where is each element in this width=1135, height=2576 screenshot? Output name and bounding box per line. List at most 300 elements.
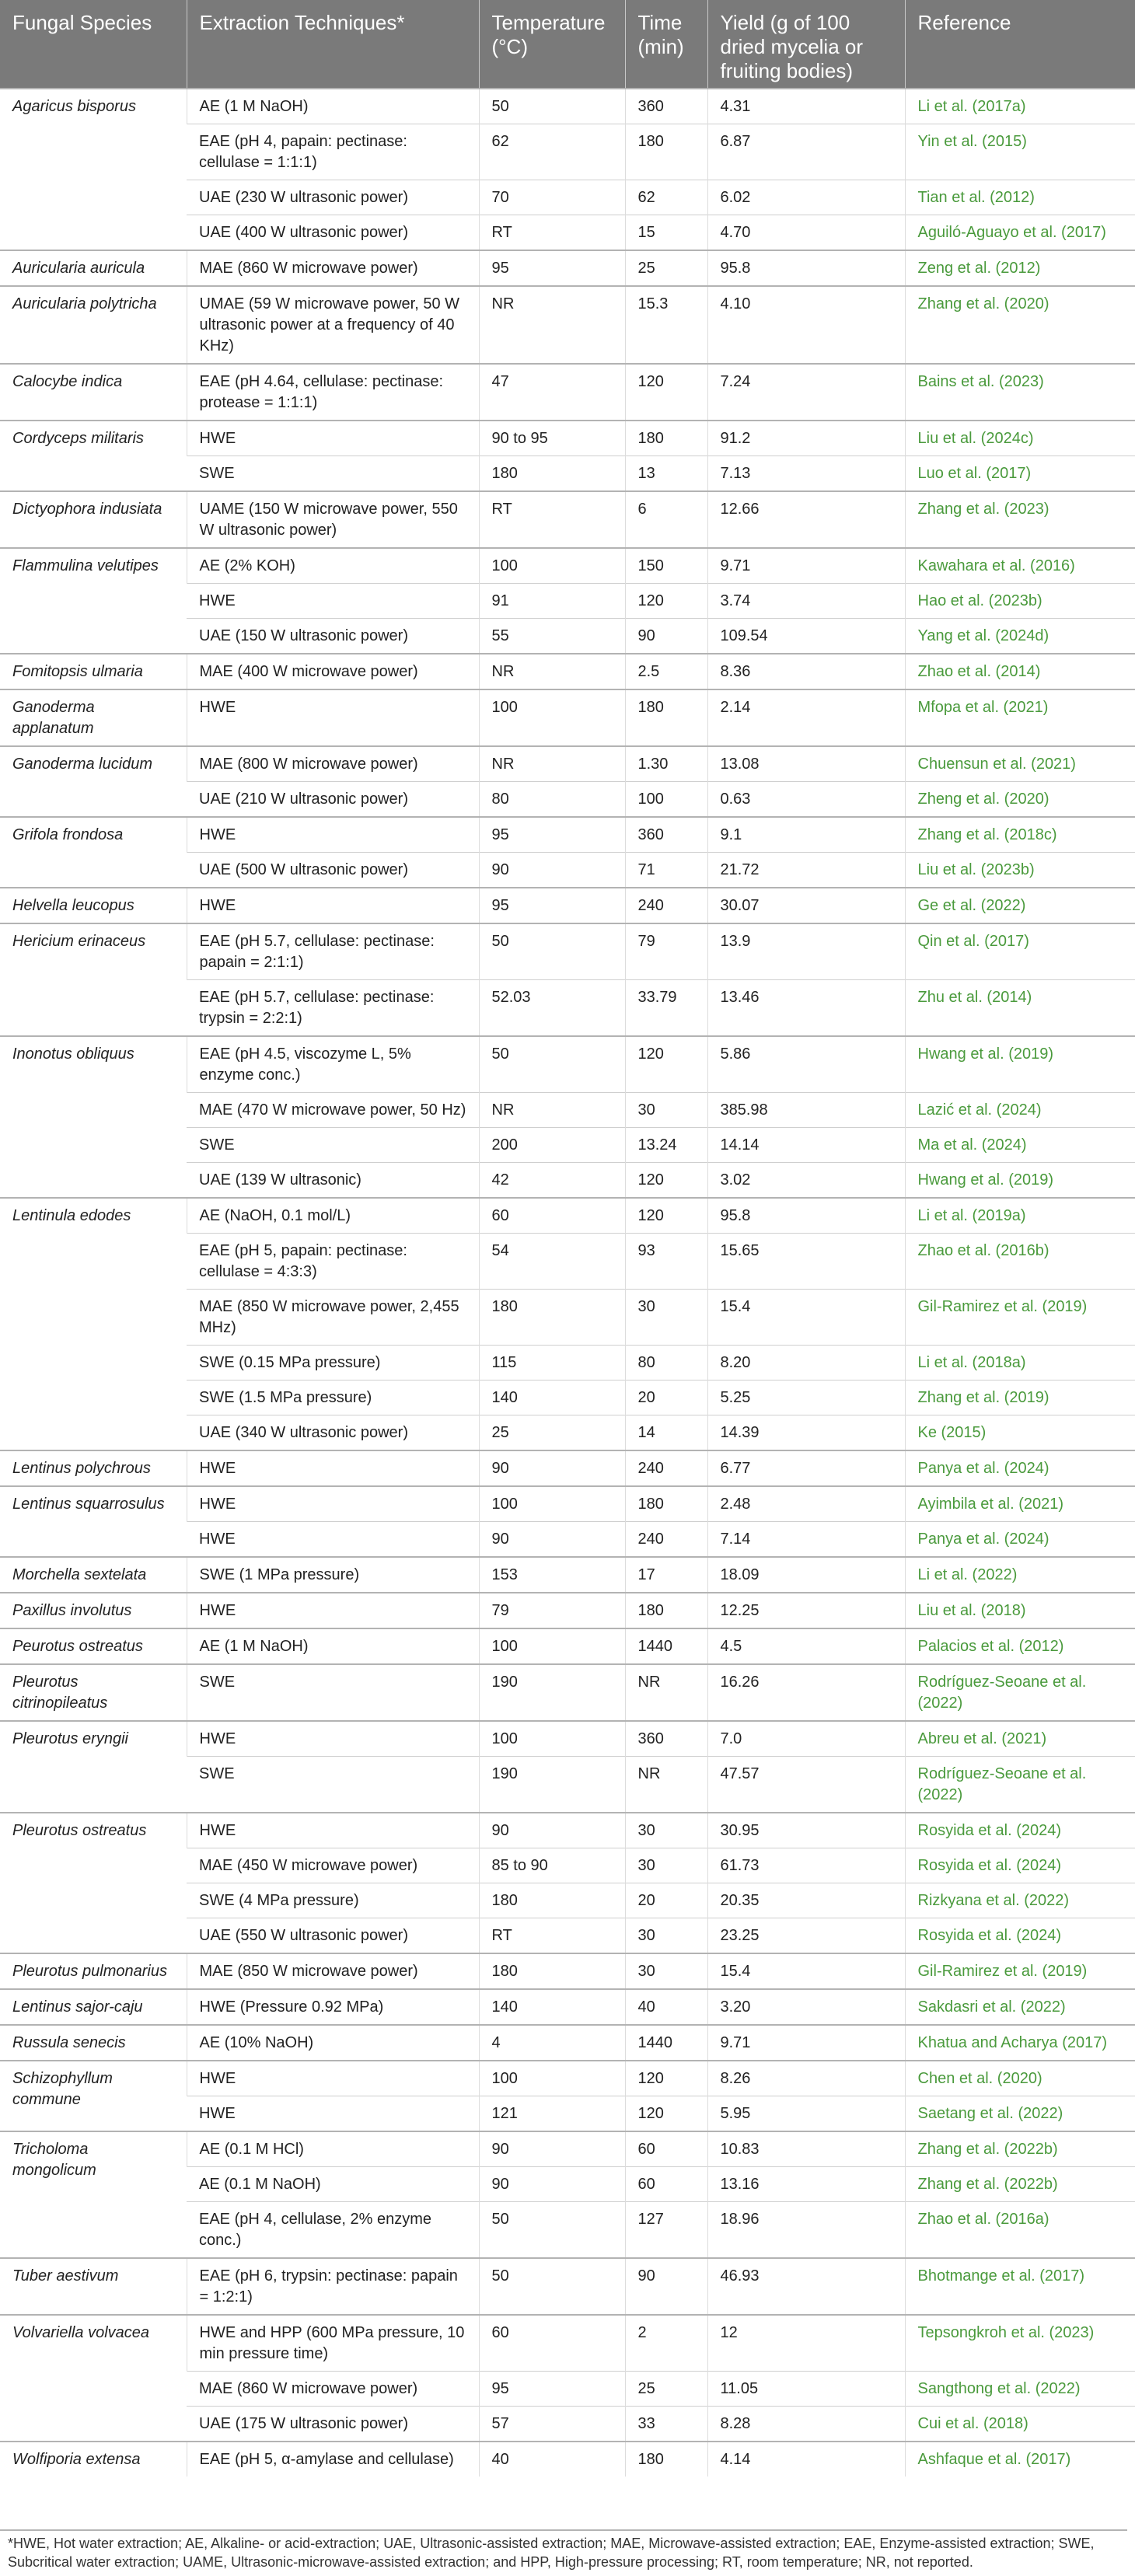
technique-cell: EAE (pH 5.7, cellulase: pectinase: papain = 2:1:1) xyxy=(187,923,479,980)
technique-cell: AE (1 M NaOH) xyxy=(187,89,479,124)
table-row xyxy=(0,2025,1135,2061)
temperature-cell: 90 xyxy=(479,2131,625,2167)
reference-link[interactable]: Bhotmange et al. (2017) xyxy=(905,2258,1135,2315)
reference-link[interactable]: Zhang et al. (2022b) xyxy=(905,2131,1135,2167)
yield-cell: 0.63 xyxy=(707,782,905,818)
reference-link[interactable]: Zhang et al. (2018c) xyxy=(905,817,1135,853)
reference-link[interactable]: Kawahara et al. (2016) xyxy=(905,548,1135,584)
time-cell: 180 xyxy=(625,689,707,746)
technique-cell: SWE (1.5 MPa pressure) xyxy=(187,1380,479,1415)
temperature-cell: 55 xyxy=(479,619,625,654)
time-cell: 120 xyxy=(625,584,707,619)
time-cell: 240 xyxy=(625,1522,707,1558)
technique-cell: HWE xyxy=(187,421,479,456)
yield-cell: 10.83 xyxy=(707,2131,905,2167)
yield-cell: 11.05 xyxy=(707,2372,905,2407)
technique-cell: EAE (pH 6, trypsin: pectinase: papain = 1:2:1) xyxy=(187,2258,479,2315)
table-row xyxy=(0,250,1135,286)
species-name: Hericium erinaceus xyxy=(0,923,187,1036)
time-cell: 40 xyxy=(625,1989,707,2025)
yield-cell: 3.20 xyxy=(707,1989,905,2025)
temperature-cell: 52.03 xyxy=(479,980,625,1037)
temperature-cell: 140 xyxy=(479,1380,625,1415)
yield-cell: 12.66 xyxy=(707,491,905,548)
reference-link[interactable]: Sakdasri et al. (2022) xyxy=(905,1989,1135,2025)
technique-cell: SWE xyxy=(187,456,479,492)
table-row xyxy=(0,548,1135,584)
technique-cell: AE (2% KOH) xyxy=(187,548,479,584)
time-cell: 15 xyxy=(625,215,707,251)
temperature-cell: 190 xyxy=(479,1664,625,1721)
reference-link[interactable]: Chen et al. (2020) xyxy=(905,2061,1135,2096)
technique-cell: UAE (150 W ultrasonic power) xyxy=(187,619,479,654)
table-row xyxy=(0,491,1135,548)
yield-cell: 30.07 xyxy=(707,888,905,923)
time-cell: 62 xyxy=(625,180,707,215)
table-row xyxy=(0,1628,1135,1664)
species-name: Inonotus obliquus xyxy=(0,1036,187,1198)
species-name: Peurotus ostreatus xyxy=(0,1628,187,1664)
header-reference: Reference xyxy=(905,0,1135,89)
temperature-cell: 80 xyxy=(479,782,625,818)
reference-link[interactable]: Zhang et al. (2020) xyxy=(905,286,1135,364)
temperature-cell: 95 xyxy=(479,2372,625,2407)
time-cell: NR xyxy=(625,1664,707,1721)
yield-cell: 21.72 xyxy=(707,853,905,888)
species-name: Paxillus involutus xyxy=(0,1593,187,1628)
reference-link[interactable]: Zhao et al. (2014) xyxy=(905,654,1135,689)
technique-cell: HWE xyxy=(187,817,479,853)
time-cell: 33 xyxy=(625,2407,707,2442)
temperature-cell: 95 xyxy=(479,817,625,853)
time-cell: 79 xyxy=(625,923,707,980)
yield-cell: 7.14 xyxy=(707,1522,905,1558)
table-row xyxy=(0,888,1135,923)
reference-link[interactable]: Li et al. (2019a) xyxy=(905,1198,1135,1234)
species-name: Ganoderma applanatum xyxy=(0,689,187,746)
yield-cell: 9.1 xyxy=(707,817,905,853)
temperature-cell: 50 xyxy=(479,923,625,980)
species-name: Helvella leucopus xyxy=(0,888,187,923)
table-row xyxy=(0,1989,1135,2025)
temperature-cell: 57 xyxy=(479,2407,625,2442)
technique-cell: AE (0.1 M HCl) xyxy=(187,2131,479,2167)
species-name: Schizophyllum commune xyxy=(0,2061,187,2131)
temperature-cell: 85 to 90 xyxy=(479,1848,625,1883)
technique-cell: EAE (pH 4.5, viscozyme L, 5% enzyme conc.) xyxy=(187,1036,479,1093)
temperature-cell: 100 xyxy=(479,1628,625,1664)
temperature-cell: 50 xyxy=(479,2202,625,2259)
temperature-cell: 153 xyxy=(479,1557,625,1593)
species-name: Flammulina velutipes xyxy=(0,548,187,654)
reference-link[interactable]: Panya et al. (2024) xyxy=(905,1450,1135,1486)
yield-cell: 9.71 xyxy=(707,548,905,584)
temperature-cell: 4 xyxy=(479,2025,625,2061)
reference-link[interactable]: Ayimbila et al. (2021) xyxy=(905,1486,1135,1522)
temperature-cell: NR xyxy=(479,1093,625,1128)
technique-cell: HWE xyxy=(187,689,479,746)
temperature-cell: 60 xyxy=(479,2315,625,2372)
time-cell: 2 xyxy=(625,2315,707,2372)
species-name: Tuber aestivum xyxy=(0,2258,187,2315)
reference-link[interactable]: Zheng et al. (2020) xyxy=(905,782,1135,818)
reference-link[interactable]: Tepsongkroh et al. (2023) xyxy=(905,2315,1135,2372)
header-time: Time (min) xyxy=(625,0,707,89)
yield-cell: 18.09 xyxy=(707,1557,905,1593)
technique-cell: HWE xyxy=(187,1593,479,1628)
time-cell: 120 xyxy=(625,2096,707,2132)
yield-cell: 4.70 xyxy=(707,215,905,251)
reference-link[interactable]: Zhang et al. (2023) xyxy=(905,491,1135,548)
time-cell: 30 xyxy=(625,1848,707,1883)
reference-link[interactable]: Rosyida et al. (2024) xyxy=(905,1848,1135,1883)
temperature-cell: 90 xyxy=(479,1450,625,1486)
table-row xyxy=(0,1198,1135,1234)
time-cell: 180 xyxy=(625,1486,707,1522)
yield-cell: 8.26 xyxy=(707,2061,905,2096)
yield-cell: 7.0 xyxy=(707,1721,905,1757)
species-name: Tricholoma mongolicum xyxy=(0,2131,187,2258)
reference-link[interactable]: Gil-Ramirez et al. (2019) xyxy=(905,1290,1135,1346)
reference-link[interactable]: Gil-Ramirez et al. (2019) xyxy=(905,1953,1135,1989)
time-cell: 120 xyxy=(625,2061,707,2096)
table-row xyxy=(0,2258,1135,2315)
temperature-cell: NR xyxy=(479,746,625,782)
table-row xyxy=(0,2315,1135,2372)
technique-cell: EAE (pH 5, α-amylase and cellulase) xyxy=(187,2442,479,2477)
time-cell: 120 xyxy=(625,1198,707,1234)
yield-cell: 8.20 xyxy=(707,1346,905,1380)
reference-link[interactable]: Li et al. (2022) xyxy=(905,1557,1135,1593)
temperature-cell: 190 xyxy=(479,1757,625,1813)
reference-link[interactable]: Yin et al. (2015) xyxy=(905,124,1135,180)
temperature-cell: 100 xyxy=(479,548,625,584)
time-cell: 13.24 xyxy=(625,1128,707,1163)
temperature-cell: 115 xyxy=(479,1346,625,1380)
temperature-cell: 47 xyxy=(479,364,625,421)
technique-cell: HWE xyxy=(187,888,479,923)
yield-cell: 5.95 xyxy=(707,2096,905,2132)
yield-cell: 16.26 xyxy=(707,1664,905,1721)
yield-cell: 7.24 xyxy=(707,364,905,421)
yield-cell: 385.98 xyxy=(707,1093,905,1128)
yield-cell: 61.73 xyxy=(707,1848,905,1883)
temperature-cell: 100 xyxy=(479,1721,625,1757)
table-row xyxy=(0,89,1135,124)
yield-cell: 8.28 xyxy=(707,2407,905,2442)
temperature-cell: 90 xyxy=(479,1813,625,1848)
yield-cell: 95.8 xyxy=(707,1198,905,1234)
header-fungal-species: Fungal Species xyxy=(0,0,187,89)
time-cell: 33.79 xyxy=(625,980,707,1037)
yield-cell: 2.48 xyxy=(707,1486,905,1522)
table-body xyxy=(0,89,1135,2477)
yield-cell: 4.14 xyxy=(707,2442,905,2477)
temperature-cell: 90 xyxy=(479,2167,625,2202)
technique-cell: AE (NaOH, 0.1 mol/L) xyxy=(187,1198,479,1234)
reference-link[interactable]: Abreu et al. (2021) xyxy=(905,1721,1135,1757)
reference-link[interactable]: Rosyida et al. (2024) xyxy=(905,1918,1135,1954)
table-row xyxy=(0,1450,1135,1486)
technique-cell: UAE (175 W ultrasonic power) xyxy=(187,2407,479,2442)
species-name: Pleurotus citrinopileatus xyxy=(0,1664,187,1721)
temperature-cell: RT xyxy=(479,215,625,251)
yield-cell: 18.96 xyxy=(707,2202,905,2259)
table-row xyxy=(0,923,1135,980)
species-name: Lentinus sajor-caju xyxy=(0,1989,187,2025)
reference-link[interactable]: Zhao et al. (2016a) xyxy=(905,2202,1135,2259)
table-row xyxy=(0,286,1135,364)
technique-cell: HWE (Pressure 0.92 MPa) xyxy=(187,1989,479,2025)
temperature-cell: 95 xyxy=(479,888,625,923)
time-cell: 14 xyxy=(625,1415,707,1451)
reference-link[interactable]: Panya et al. (2024) xyxy=(905,1522,1135,1558)
reference-link[interactable]: Ashfaque et al. (2017) xyxy=(905,2442,1135,2477)
species-name: Dictyophora indusiata xyxy=(0,491,187,548)
time-cell: 25 xyxy=(625,250,707,286)
technique-cell: EAE (pH 5.7, cellulase: pectinase: trypsin = 2:2:1) xyxy=(187,980,479,1037)
temperature-cell: 90 to 95 xyxy=(479,421,625,456)
technique-cell: UAE (139 W ultrasonic) xyxy=(187,1163,479,1199)
time-cell: 127 xyxy=(625,2202,707,2259)
header-yield: Yield (g of 100 dried mycelia or fruiting bodies) xyxy=(707,0,905,89)
table-row xyxy=(0,1486,1135,1522)
time-cell: 60 xyxy=(625,2131,707,2167)
time-cell: 360 xyxy=(625,1721,707,1757)
reference-link[interactable]: Rizkyana et al. (2022) xyxy=(905,1883,1135,1918)
reference-link[interactable]: Liu et al. (2023b) xyxy=(905,853,1135,888)
reference-link[interactable]: Zeng et al. (2012) xyxy=(905,250,1135,286)
table-row xyxy=(0,1593,1135,1628)
technique-cell: MAE (860 W microwave power) xyxy=(187,2372,479,2407)
yield-cell: 91.2 xyxy=(707,421,905,456)
yield-cell: 14.14 xyxy=(707,1128,905,1163)
species-name: Calocybe indica xyxy=(0,364,187,421)
temperature-cell: 200 xyxy=(479,1128,625,1163)
time-cell: 120 xyxy=(625,364,707,421)
yield-cell: 13.46 xyxy=(707,980,905,1037)
reference-link[interactable]: Ge et al. (2022) xyxy=(905,888,1135,923)
time-cell: 20 xyxy=(625,1883,707,1918)
time-cell: 20 xyxy=(625,1380,707,1415)
table-row xyxy=(0,1664,1135,1721)
temperature-cell: 100 xyxy=(479,1486,625,1522)
technique-cell: MAE (450 W microwave power) xyxy=(187,1848,479,1883)
species-name: Auricularia polytricha xyxy=(0,286,187,364)
temperature-cell: NR xyxy=(479,654,625,689)
time-cell: 30 xyxy=(625,1813,707,1848)
temperature-cell: 121 xyxy=(479,2096,625,2132)
time-cell: 180 xyxy=(625,1593,707,1628)
reference-link[interactable]: Liu et al. (2018) xyxy=(905,1593,1135,1628)
yield-cell: 23.25 xyxy=(707,1918,905,1954)
table-row xyxy=(0,2061,1135,2096)
yield-cell: 109.54 xyxy=(707,619,905,654)
time-cell: 180 xyxy=(625,421,707,456)
yield-cell: 14.39 xyxy=(707,1415,905,1451)
technique-cell: HWE xyxy=(187,1450,479,1486)
time-cell: 15.3 xyxy=(625,286,707,364)
technique-cell: HWE xyxy=(187,584,479,619)
reference-link[interactable]: Zhang et al. (2019) xyxy=(905,1380,1135,1415)
yield-cell: 3.02 xyxy=(707,1163,905,1199)
yield-cell: 3.74 xyxy=(707,584,905,619)
reference-link[interactable]: Palacios et al. (2012) xyxy=(905,1628,1135,1664)
reference-link[interactable]: Zhao et al. (2016b) xyxy=(905,1234,1135,1290)
technique-cell: UAE (340 W ultrasonic power) xyxy=(187,1415,479,1451)
technique-cell: SWE xyxy=(187,1664,479,1721)
time-cell: 6 xyxy=(625,491,707,548)
technique-cell: SWE xyxy=(187,1757,479,1813)
table-header-row xyxy=(0,0,1135,89)
yield-cell: 15.4 xyxy=(707,1953,905,1989)
temperature-cell: 42 xyxy=(479,1163,625,1199)
technique-cell: MAE (860 W microwave power) xyxy=(187,250,479,286)
time-cell: 71 xyxy=(625,853,707,888)
reference-link[interactable]: Liu et al. (2024c) xyxy=(905,421,1135,456)
yield-cell: 4.5 xyxy=(707,1628,905,1664)
time-cell: 2.5 xyxy=(625,654,707,689)
yield-cell: 15.65 xyxy=(707,1234,905,1290)
species-name: Ganoderma lucidum xyxy=(0,746,187,817)
reference-link[interactable]: Rodríguez-Seoane et al. (2022) xyxy=(905,1757,1135,1813)
reference-link[interactable]: Hwang et al. (2019) xyxy=(905,1163,1135,1199)
time-cell: 13 xyxy=(625,456,707,492)
time-cell: 360 xyxy=(625,817,707,853)
yield-cell: 13.16 xyxy=(707,2167,905,2202)
temperature-cell: 90 xyxy=(479,853,625,888)
reference-link[interactable]: Ma et al. (2024) xyxy=(905,1128,1135,1163)
temperature-cell: 100 xyxy=(479,689,625,746)
table-row xyxy=(0,2131,1135,2167)
technique-cell: SWE xyxy=(187,1128,479,1163)
time-cell: 180 xyxy=(625,2442,707,2477)
species-name: Grifola frondosa xyxy=(0,817,187,888)
reference-link[interactable]: Rodríguez-Seoane et al. (2022) xyxy=(905,1664,1135,1721)
technique-cell: UAE (400 W ultrasonic power) xyxy=(187,215,479,251)
technique-cell: HWE and HPP (600 MPa pressure, 10 min pressure time) xyxy=(187,2315,479,2372)
species-name: Volvariella volvacea xyxy=(0,2315,187,2442)
table-footnote: *HWE, Hot water extraction; AE, Alkaline- or acid-extraction; UAE, Ultrasonic-assisted extraction; MAE, Microwave-assisted extraction; EAE, Enzyme-assisted extraction; SWE, Subcritical water extraction; UAME, Ultrasonic-microwave-assisted extraction; and HPP, High-pressure processing; RT, room temperature; NR, not reported. xyxy=(0,2529,1127,2571)
technique-cell: MAE (400 W microwave power) xyxy=(187,654,479,689)
reference-link[interactable]: Sangthong et al. (2022) xyxy=(905,2372,1135,2407)
technique-cell: HWE xyxy=(187,1813,479,1848)
reference-link[interactable]: Tian et al. (2012) xyxy=(905,180,1135,215)
temperature-cell: 140 xyxy=(479,1989,625,2025)
temperature-cell: 50 xyxy=(479,1036,625,1093)
reference-link[interactable]: Bains et al. (2023) xyxy=(905,364,1135,421)
yield-cell: 7.13 xyxy=(707,456,905,492)
technique-cell: MAE (850 W microwave power) xyxy=(187,1953,479,1989)
table-row xyxy=(0,746,1135,782)
reference-link[interactable]: Li et al. (2018a) xyxy=(905,1346,1135,1380)
temperature-cell: 50 xyxy=(479,2258,625,2315)
temperature-cell: 79 xyxy=(479,1593,625,1628)
reference-link[interactable]: Hwang et al. (2019) xyxy=(905,1036,1135,1093)
species-name: Lentinus squarrosulus xyxy=(0,1486,187,1557)
header-extraction-techniques: Extraction Techniques* xyxy=(187,0,479,89)
yield-cell: 6.77 xyxy=(707,1450,905,1486)
temperature-cell: 91 xyxy=(479,584,625,619)
technique-cell: EAE (pH 4, papain: pectinase: cellulase = 1:1:1) xyxy=(187,124,479,180)
species-name: Pleurotus ostreatus xyxy=(0,1813,187,1953)
reference-link[interactable]: Li et al. (2017a) xyxy=(905,89,1135,124)
yield-cell: 12 xyxy=(707,2315,905,2372)
species-name: Pleurotus pulmonarius xyxy=(0,1953,187,1989)
temperature-cell: 62 xyxy=(479,124,625,180)
reference-link[interactable]: Chuensun et al. (2021) xyxy=(905,746,1135,782)
reference-link[interactable]: Rosyida et al. (2024) xyxy=(905,1813,1135,1848)
technique-cell: AE (0.1 M NaOH) xyxy=(187,2167,479,2202)
time-cell: 240 xyxy=(625,888,707,923)
technique-cell: HWE xyxy=(187,2061,479,2096)
temperature-cell: 50 xyxy=(479,89,625,124)
table-row xyxy=(0,364,1135,421)
yield-cell: 2.14 xyxy=(707,689,905,746)
table-row xyxy=(0,817,1135,853)
yield-cell: 4.31 xyxy=(707,89,905,124)
table-row xyxy=(0,1953,1135,1989)
reference-link[interactable]: Luo et al. (2017) xyxy=(905,456,1135,492)
technique-cell: HWE xyxy=(187,2096,479,2132)
species-name: Cordyceps militaris xyxy=(0,421,187,491)
yield-cell: 9.71 xyxy=(707,2025,905,2061)
technique-cell: MAE (800 W microwave power) xyxy=(187,746,479,782)
technique-cell: UMAE (59 W microwave power, 50 W ultrasonic power at a frequency of 40 KHz) xyxy=(187,286,479,364)
yield-cell: 12.25 xyxy=(707,1593,905,1628)
temperature-cell: RT xyxy=(479,1918,625,1954)
time-cell: 30 xyxy=(625,1953,707,1989)
reference-link[interactable]: Saetang et al. (2022) xyxy=(905,2096,1135,2132)
reference-link[interactable]: Mfopa et al. (2021) xyxy=(905,689,1135,746)
time-cell: 90 xyxy=(625,2258,707,2315)
reference-link[interactable]: Zhang et al. (2022b) xyxy=(905,2167,1135,2202)
reference-link[interactable]: Aguiló-Aguayo et al. (2017) xyxy=(905,215,1135,251)
yield-cell: 4.10 xyxy=(707,286,905,364)
reference-link[interactable]: Ke (2015) xyxy=(905,1415,1135,1451)
species-name: Agaricus bisporus xyxy=(0,89,187,250)
technique-cell: UAE (500 W ultrasonic power) xyxy=(187,853,479,888)
time-cell: 1440 xyxy=(625,1628,707,1664)
yield-cell: 47.57 xyxy=(707,1757,905,1813)
reference-link[interactable]: Zhu et al. (2014) xyxy=(905,980,1135,1037)
time-cell: 80 xyxy=(625,1346,707,1380)
table-row xyxy=(0,689,1135,746)
time-cell: 30 xyxy=(625,1093,707,1128)
technique-cell: HWE xyxy=(187,1522,479,1558)
technique-cell: AE (10% NaOH) xyxy=(187,2025,479,2061)
species-name: Fomitopsis ulmaria xyxy=(0,654,187,689)
species-name: Morchella sextelata xyxy=(0,1557,187,1593)
reference-link[interactable]: Khatua and Acharya (2017) xyxy=(905,2025,1135,2061)
time-cell: 30 xyxy=(625,1918,707,1954)
reference-link[interactable]: Lazić et al. (2024) xyxy=(905,1093,1135,1128)
yield-cell: 8.36 xyxy=(707,654,905,689)
table-row xyxy=(0,2442,1135,2477)
technique-cell: SWE (4 MPa pressure) xyxy=(187,1883,479,1918)
reference-link[interactable]: Yang et al. (2024d) xyxy=(905,619,1135,654)
temperature-cell: 180 xyxy=(479,1953,625,1989)
yield-cell: 30.95 xyxy=(707,1813,905,1848)
temperature-cell: 60 xyxy=(479,1198,625,1234)
reference-link[interactable]: Qin et al. (2017) xyxy=(905,923,1135,980)
reference-link[interactable]: Cui et al. (2018) xyxy=(905,2407,1135,2442)
technique-cell: AE (1 M NaOH) xyxy=(187,1628,479,1664)
reference-link[interactable]: Hao et al. (2023b) xyxy=(905,584,1135,619)
time-cell: 17 xyxy=(625,1557,707,1593)
temperature-cell: 180 xyxy=(479,1290,625,1346)
yield-cell: 13.08 xyxy=(707,746,905,782)
